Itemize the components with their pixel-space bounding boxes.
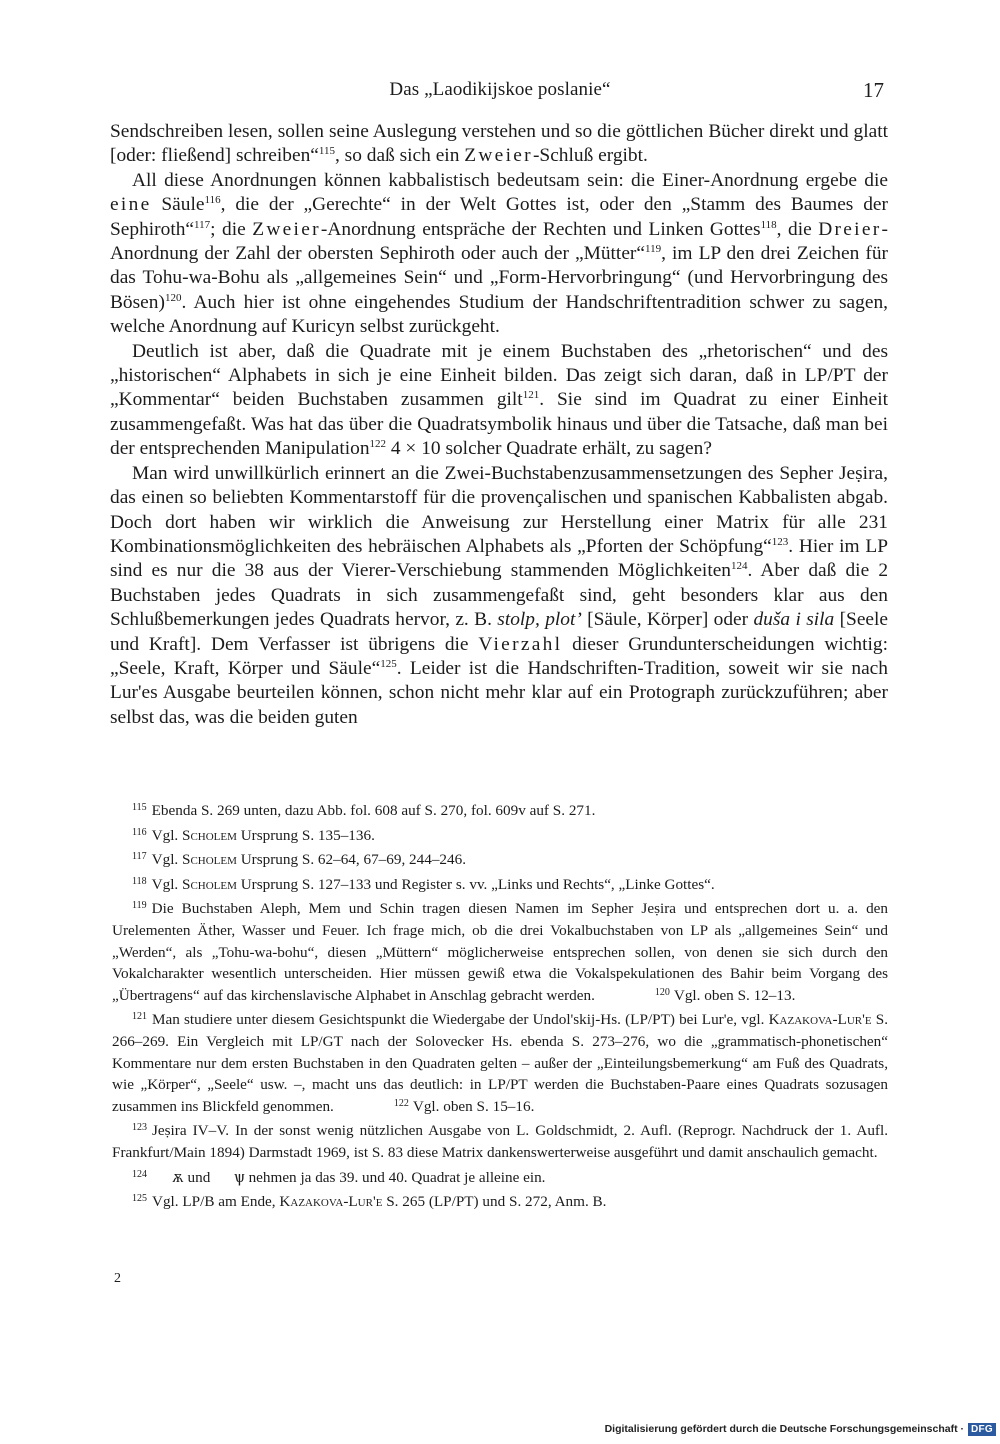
funding-text: Digitalisierung gefördert durch die Deutsche Forschungsgemeinschaft · (604, 1423, 964, 1435)
footnote-ref-120[interactable]: 120 (164, 291, 182, 304)
page-header (112, 78, 888, 104)
page-number: 17 (863, 78, 884, 102)
paragraph-3: Deutlich ist aber, daß die Quadrate mit je einem Buchstaben des „rhetorischen“ und des „historischen“ Alphabets in sich je eine Einheit bilden. Das zeigt sich daran, daß in LP/PT der „Kommentar“ beiden Buchstaben zusammen gilt$^{121}$. Sie sind im Quadrat zu einer Einheit zusammengefaßt. Was hat das über die Quadratsymbolik hinaus und über die Tatsache, daß man bei der entsprechenden Manipulation$^{122}$ 4 × 10 solcher Quadrate erhält, zu sagen? (110, 340, 888, 460)
footnote-ref-122[interactable]: 122 (369, 438, 387, 451)
funding-notice (605, 1419, 996, 1439)
footnote-120: Vgl. oben S. 12–13. (673, 986, 796, 1004)
sheet-signature: 2 (114, 1271, 121, 1286)
footnote-121: $^{121}$ Man studiere unter diesem Gesichtspunkt die Wiedergabe der Undol'skij-Hs. (LP/PT) bei Lur'e, vgl. Kazakova-Lur'e S. 266–269. Ein Vergleich mit LP/GT nach der Solovecker Hs. ebenda S. 273–276, wo die „grammatisch-phonetischen“ Kommentare nur dem ersten Buchstaben in den Quadraten gelten – außer der „Einteilungsbemerkung“ am Fuß des Quadrats, wie „Körper“, „Seele“ usw. –, macht uns das deutlich: in LP/PT werden die Buchstaben-Paare eines Quadrats sozusagen zusammen ins Blickfeld genommen. $^{122}$ Vgl. oben S. 15–16. (112, 1011, 888, 1115)
dfg-logo-icon: DFG (968, 1423, 996, 1436)
footnote-ref-117[interactable]: 117 (194, 218, 211, 231)
footnote-ref-125[interactable]: 125 (380, 657, 397, 670)
footnote-ref-116[interactable]: 116 (204, 194, 221, 207)
footnote-117: $^{117}$ Vgl. Scholem Ursprung S. 62–64, 67–69, 244–246. (132, 851, 466, 869)
footnote-115: $^{115}$ Ebenda S. 269 unten, dazu Abb. fol. 608 auf S. 270, fol. 609v auf S. 271. (132, 802, 596, 819)
footnote-122-num: 122 (393, 1097, 409, 1109)
footnote-122: Vgl. oben S. 15–16. (412, 1097, 535, 1115)
footnote-ref-118[interactable]: 118 (760, 218, 777, 231)
footnote-125: $^{125}$ Vgl. LP/B am Ende, Kazakova-Lur'e S. 265 (LP/PT) und S. 272, Anm. B. (132, 1193, 607, 1211)
footnote-ref-115[interactable]: 115 (318, 145, 335, 158)
paragraph-4: Man wird unwillkürlich erinnert an die Zwei-Buchstabenzusammensetzungen des Sepher Jeṣira, das einen so beliebten Kommentarstoff für die provençalischen und spanischen Kabbalisten abgab. Doch dort haben wir wirklich die Anweisung zur Herstellung einer Matrix für alle 231 Kombinationsmöglichkeiten des hebräischen Alphabets als „Pforten der Schöpfung“$^{123}$. Hier im LP sind es nur die 38 aus der Vierer-Verschiebung stammenden Möglichkeiten$^{124}$. Aber daß die 2 Buchstaben jedes Quadrats in sich zusammengefaßt sind, geht besonders klar aus den Schlußbemerkungen jedes Quadrats hervor, z. B. stolp, plot’ [Säule, Körper] oder duša i sila [Seele und Kraft]. Dem Verfasser ist übrigens die Vierzahl dieser Grundunterscheidungen wichtig: „Seele, Kraft, Körper und Säule“$^{125}$. Leider ist die Handschriften-Tradition, soweit wir sie nach Lur'es Ausgabe beurteilen können, schon nicht mehr klar auf ein Protograph zurückzuführen; aber selbst das, was die beiden guten (110, 462, 889, 728)
footnote-123: $^{123}$ Jeṣira IV–V. In der sonst wenig nützlichen Ausgabe von L. Goldschmidt, 2. Aufl. (Reprogr. Nachdruck der 1. Aufl. Frankfurt/Main 1894) Darmstadt 1969, ist S. 83 diese Matrix dankenswerterweise ausgeführt und damit anschaulich gemacht. (112, 1122, 888, 1161)
footnote-116: $^{116}$ Vgl. Scholem Ursprung S. 135–136. (132, 826, 375, 844)
paragraph-1: Sendschreiben lesen, sollen seine Auslegung verstehen und so die göttlichen Bücher direkt und glatt [oder: fließend] schreiben“$^{115}$, so daß sich ein Zweier-Schluß ergibt. (110, 121, 888, 167)
footnote-118: $^{118}$ Vgl. Scholem Ursprung S. 127–133 und Register s. vv. „Links und Rechts“, „Linke Gottes“. (132, 875, 715, 893)
footnote-124: $^{124}$ ѫ und ѱ nehmen ja das 39. und 40. Quadrat je alleine ein. (132, 1166, 546, 1186)
footnote-ref-124[interactable]: 124 (731, 560, 748, 573)
footnotes (112, 800, 888, 1216)
running-title: Das „Laodikijskoe poslanie“ (389, 79, 611, 100)
footnote-ref-123[interactable]: 123 (771, 535, 789, 548)
footnote-119: $^{119}$ Die Buchstaben Aleph, Mem und Schin tragen diesen Namen im Sepher Jeṣira und entsprechen dort u. a. den Urelementen Äther, Wasser und Feuer. Ich frage mich, ob die drei Vokalbuchstaben von LP als „allgemeines Sein“ und „Werden“, als „Tohu-wa-bohu“, diesen „Müttern“ möglicherweise entsprechen sollen, von denen sie sich durch den Vokalcharakter wesentlich unterscheiden. Hier müssen gewiß etwa die Vokalspekulationen des Bahir beim Vorgang des „Übertragens“ auf das kirchenslavische Alphabet in Anschlag gebracht werden. $^{120}$ Vgl. oben S. 12–13. (112, 900, 888, 1004)
footnote-120-num: 120 (654, 986, 670, 998)
main-text (110, 120, 888, 730)
footnote-ref-121[interactable]: 121 (522, 389, 540, 402)
paragraph-2: All diese Anordnungen können kabbalistisch bedeutsam sein: die Einer-Anordnung ergebe die eine Säule$^{116}$, die der „Gerechte“ in der Welt Gottes ist, oder den „Stamm des Baumes der Sephiroth“$^{117}$; die Zweier-Anordnung entspräche der Rechten und Linken Gottes$^{118}$, die Dreier-Anordnung der Zahl der obersten Sephiroth oder auch der „Mütter“$^{119}$, im LP den drei Zeichen für das Tohu-wa-Bohu als „allgemeines Sein“ und „Form-Hervorbringung“ (und Hervorbringung des Bösen)$^{120}$. Auch hier ist ohne eingehendes Studium der Handschriftentradition schwer zu sagen, welche Anordnung auf Kuricyn selbst zurückgeht. (110, 169, 889, 338)
footnote-ref-119[interactable]: 119 (645, 243, 662, 256)
